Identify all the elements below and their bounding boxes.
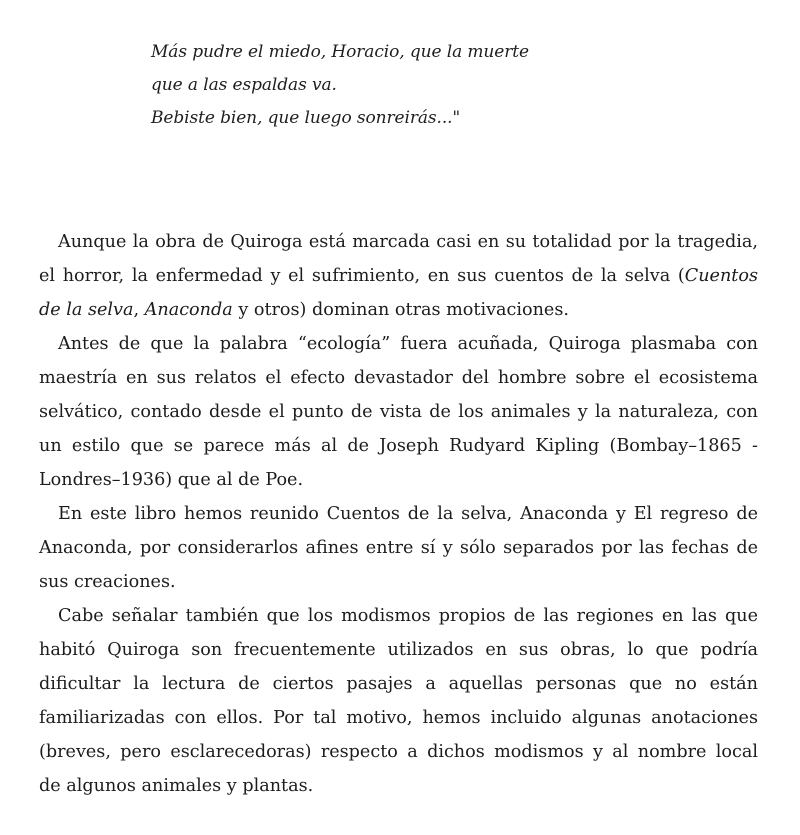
text-line: un estilo que se parece más al de Joseph Rudyard Kipling (Bombay–1865 - bbox=[39, 436, 758, 456]
text-line bbox=[39, 293, 758, 327]
text-line: maestría en sus relatos el efecto devastador del hombre sobre el ecosistema bbox=[39, 368, 758, 388]
text-line: Londres–1936) que al de Poe. bbox=[39, 470, 304, 490]
text-line: dificultar la lectura de ciertos pasajes a aquellas personas que no están bbox=[39, 674, 758, 694]
paragraph-3 bbox=[39, 497, 758, 599]
text-run: el horror, la enfermedad y el sufrimiento, en sus cuentos de la selva ( bbox=[39, 266, 685, 286]
text-line: Antes de que la palabra “ecología” fuera acuñada, Quiroga plasmaba con bbox=[58, 334, 758, 354]
text-line: de algunos animales y plantas. bbox=[39, 776, 314, 796]
text-line: En este libro hemos reunido Cuentos de la selva, Anaconda y El regreso de bbox=[58, 504, 758, 524]
text-run: y otros) dominan otras motivaciones. bbox=[232, 300, 569, 320]
verse-quote bbox=[151, 36, 529, 135]
text-line bbox=[39, 259, 758, 293]
text-line: selvático, contado desde el punto de vista de los animales y la naturaleza, con bbox=[39, 402, 758, 422]
text-line: sus creaciones. bbox=[39, 572, 176, 592]
paragraph-2 bbox=[39, 327, 758, 497]
text-line: Aunque la obra de Quiroga está marcada casi en su totalidad por la tragedia, bbox=[58, 232, 758, 252]
paragraph-4 bbox=[39, 599, 758, 803]
text-line: familiarizadas con ellos. Por tal motivo, hemos incluido algunas anotaciones bbox=[39, 708, 758, 728]
text-line: Anaconda, por considerarlos afines entre sí y sólo separados por las fechas de bbox=[39, 538, 758, 558]
italic-title: de la selva bbox=[39, 300, 134, 320]
paragraph-1 bbox=[39, 225, 758, 327]
verse-line: Bebiste bien, que luego sonreirás..." bbox=[151, 108, 461, 128]
verse-line: Más pudre el miedo, Horacio, que la muerte bbox=[151, 42, 529, 62]
italic-title: Anaconda bbox=[144, 300, 233, 320]
text-run: , bbox=[133, 300, 145, 320]
text-line: habitó Quiroga son frecuentemente utilizados en sus obras, lo que podría bbox=[39, 640, 758, 660]
text-line: (breves, pero esclarecedoras) respecto a dichos modismos y al nombre local bbox=[39, 742, 758, 762]
verse-line: que a las espaldas va. bbox=[151, 75, 337, 95]
body-text bbox=[39, 225, 758, 803]
italic-title: Cuentos bbox=[684, 266, 758, 286]
text-line: Cabe señalar también que los modismos propios de las regiones en las que bbox=[58, 606, 758, 626]
